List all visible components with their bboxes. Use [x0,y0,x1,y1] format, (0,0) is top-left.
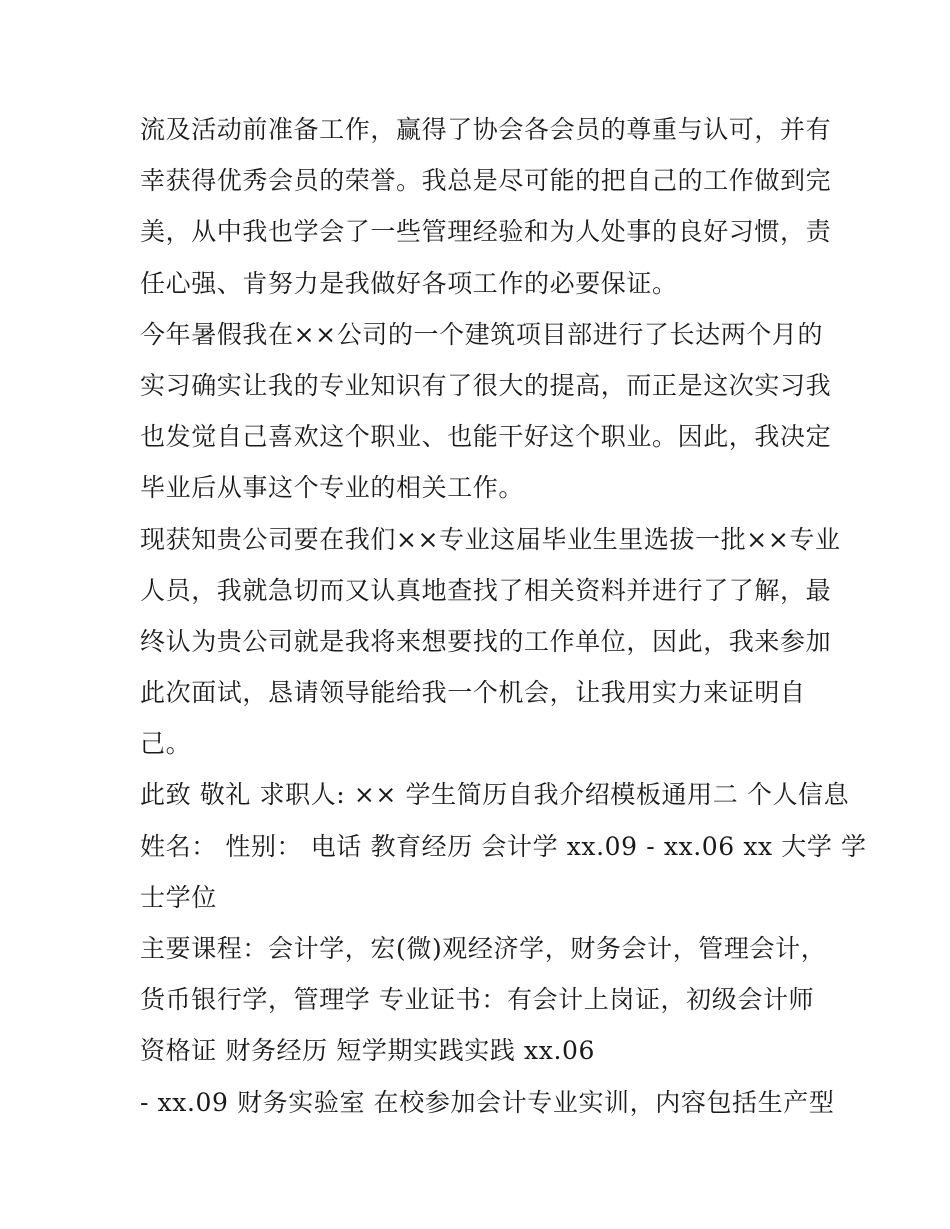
text-line: 幸获得优秀会员的荣誉。我总是尽可能的把自己的工作做到完 [140,166,832,196]
document-body [140,104,867,1128]
text-line: 士学位 [140,882,217,912]
text-line: 实习确实让我的专业知识有了很大的提高，而正是这次实习我 [140,370,832,400]
text-line: 姓名： 性别： 电话 教育经历 会计学 xx.09 - xx.06 xx 大学 学 [140,831,867,861]
text-line: 货币银行学，管理学 专业证书：有会计上岗证，初级会计师 [140,985,815,1015]
text-line: 现获知贵公司要在我们××专业这届毕业生里选拔一批××专业 [140,524,841,554]
text-line: 任心强、肯努力是我做好各项工作的必要保证。 [140,268,678,298]
text-line: 也发觉自己喜欢这个职业、也能干好这个职业。因此，我决定 [140,422,832,452]
text-line: 主要课程：会计学，宏(微)观经济学，财务会计，管理会计， [140,934,827,963]
text-line: 美，从中我也学会了一些管理经验和为人处事的良好习惯，责 [140,217,832,247]
text-line: 己。 [140,729,192,759]
text-line: 此致 敬礼 求职人: ×× 学生简历自我介绍模板通用二 个人信息 [140,780,850,810]
text-line: 今年暑假我在××公司的一个建筑项目部进行了长达两个月的 [140,319,824,349]
text-line: - xx.09 财务实验室 在校参加会计专业实训，内容包括生产型 [140,1087,835,1117]
text-line: 人员，我就急切而又认真地查找了相关资料并进行了了解，最 [140,575,832,605]
text-line: 此次面试，恳请领导能给我一个机会，让我用实力来证明自 [140,678,806,708]
text-line: 终认为贵公司就是我将来想要找的工作单位，因此，我来参加 [140,626,832,656]
text-line: 资格证 财务经历 短学期实践实践 xx.06 [140,1036,595,1066]
text-line: 毕业后从事这个专业的相关工作。 [140,473,525,503]
text-line: 流及活动前准备工作，赢得了协会各会员的尊重与认可，并有 [140,115,832,144]
